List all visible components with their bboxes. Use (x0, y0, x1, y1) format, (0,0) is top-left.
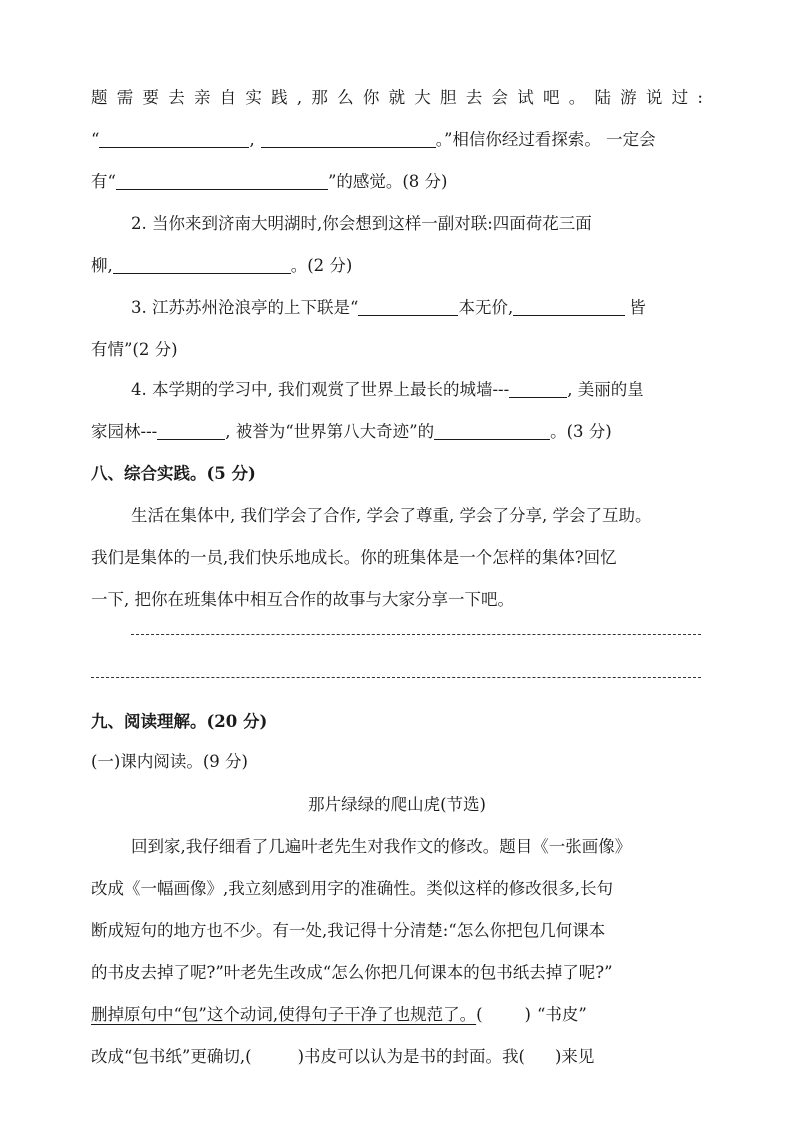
line1-char: 大 (414, 88, 431, 107)
section8-p3: 一下, 把你在班集体中相互合作的故事与大家分享一下吧。 (91, 590, 514, 609)
passage-text: “书皮” (536, 1005, 587, 1024)
answer-blank[interactable] (99, 127, 249, 148)
line1-char: 自 (219, 88, 237, 107)
q7-4-line2 (91, 417, 703, 447)
line3-prefix: 有“ (91, 172, 116, 191)
line1-char: 游 (620, 88, 637, 107)
passage-line: 断成短句的地方也不少。有一处,我记得十分清楚:“怎么你把包几何课本 (91, 921, 606, 940)
line1-char: 试 (517, 88, 534, 107)
passage-text: )书皮可以认为是书的封面。我( (297, 1047, 525, 1066)
answer-blank[interactable] (261, 127, 436, 148)
line1-char: 题 (91, 88, 108, 107)
section9-title: 九、阅读理解。(20 分) (91, 712, 268, 731)
line1-char: 去 (168, 88, 185, 107)
line1-char: 亲 (193, 88, 211, 107)
line1-char: 陆 (594, 88, 611, 107)
open-quote: “ (91, 130, 100, 149)
answer-blank[interactable] (434, 419, 550, 440)
line1-char: 会 (491, 88, 508, 107)
line1-char: 胆 (440, 88, 457, 107)
line1-char: 你 (362, 88, 380, 107)
q3-suffix: 皆 (629, 298, 646, 317)
passage-line (91, 1042, 703, 1072)
q2-prefix: 柳, (91, 256, 113, 275)
answer-blank[interactable] (513, 295, 625, 316)
q7-intro-line3 (91, 167, 703, 197)
q7-3-line2: 有情”(2 分) (91, 340, 178, 359)
line1-char: 么 (337, 88, 354, 107)
line1-char: 那 (311, 88, 328, 107)
q3-mid: 本无价, (458, 298, 514, 317)
line2-text: 。”相信你经过看探索。 一定会 (435, 130, 656, 149)
q7-3-line1 (131, 293, 703, 323)
answer-dashed-line[interactable] (91, 677, 701, 678)
comma: , (249, 130, 255, 149)
line1-char: 。 (568, 88, 586, 107)
line1-char: 践 (271, 88, 288, 107)
answer-blank[interactable] (358, 295, 458, 316)
line3-suffix: ”的感觉。(8 分) (327, 172, 448, 191)
line1-char: 需 (116, 88, 134, 107)
q7-2-line2 (91, 251, 703, 281)
q7-2-line1: 2. 当你来到济南大明湖时,你会想到这样一副对联:四面荷花三面 (131, 214, 592, 233)
answer-blank[interactable] (116, 169, 328, 190)
answer-paren[interactable]: ( ) (476, 1005, 531, 1024)
q4-line2-suffix: 。(3 分) (550, 422, 612, 441)
section8-title: 八、综合实践。(5 分) (91, 464, 256, 483)
line1-char: 吧 (542, 88, 560, 107)
section9-sub: (一)课内阅读。(9 分) (91, 752, 248, 771)
passage-text: )来见 (554, 1047, 595, 1066)
q2-suffix: 。(2 分) (290, 256, 353, 275)
line1-char: 过 (671, 88, 689, 107)
section8-p2: 我们是集体的一员,我们快乐地成长。你的班集体是一个怎样的集体?回忆 (91, 548, 617, 567)
passage-text: 改成“包书纸”更确切,( (91, 1047, 252, 1066)
q4-prefix: 4. 本学期的学习中, 我们观赏了世界上最长的城墙--- (131, 380, 510, 399)
line1-char: 就 (388, 88, 406, 107)
q4-line2-mid: , 被誉为“世界第八大奇迹”的 (225, 422, 435, 441)
passage-line: 改成《一幅画像》,我立刻感到用字的准确性。类似这样的修改很多,长句 (91, 879, 613, 898)
answer-dashed-line[interactable] (131, 634, 701, 635)
q7-4-line1 (131, 375, 703, 405)
line1-char: 去 (465, 88, 483, 107)
q7-intro-line2 (91, 125, 703, 155)
passage-line: 的书皮去掉了呢?”叶老先生改成“怎么你把几何课本的包书纸去掉了呢?” (91, 963, 613, 982)
line1-char: 说 (645, 88, 663, 107)
passage-line: 回到家,我仔细看了几遍叶老先生对我作文的修改。题目《一张画像》 (131, 837, 632, 856)
line1-char: 实 (245, 88, 262, 107)
underlined-sentence: 删掉原句中“包”这个动词,使得句子干净了也规范了。 (91, 1005, 477, 1024)
passage-line (91, 1000, 703, 1030)
answer-blank[interactable] (157, 419, 225, 440)
answer-blank[interactable] (509, 377, 567, 398)
q4-line2-prefix: 家园林--- (91, 422, 158, 441)
line1-char: 要 (142, 88, 159, 107)
line1-char: : (697, 88, 703, 107)
line1-char: , (296, 88, 303, 107)
answer-blank[interactable] (113, 253, 291, 274)
passage-title: 那片绿绿的爬山虎(节选) (308, 795, 486, 814)
q7-intro-line1 (91, 83, 703, 113)
section8-p1: 生活在集体中, 我们学会了合作, 学会了尊重, 学会了分享, 学会了互助。 (131, 506, 652, 525)
q3-prefix: 3. 江苏苏州沧浪亭的上下联是“ (131, 298, 359, 317)
q4-suffix: , 美丽的皇 (567, 380, 644, 399)
